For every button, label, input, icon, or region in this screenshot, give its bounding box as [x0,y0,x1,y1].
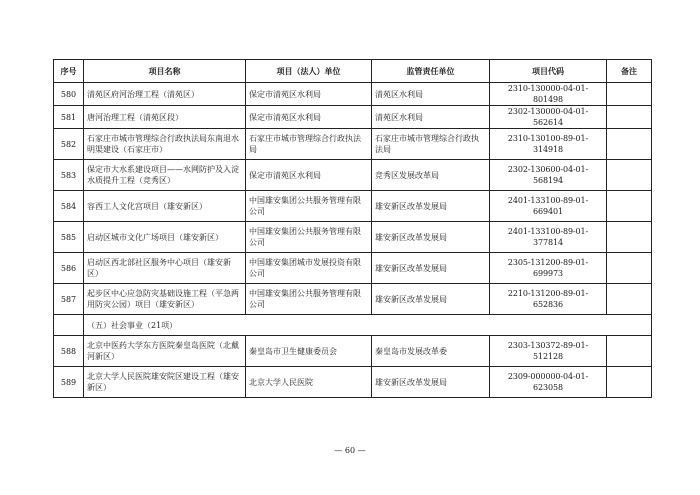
cell-unit: 石家庄市城市管理综合行政执法局 [246,129,372,160]
section-heading: （五）社会事业（21项） [84,315,652,336]
cell-supervisor: 雄安新区改革发展局 [372,284,490,315]
cell-code: 2310-130000-04-01-801498 [490,83,607,106]
table-row [54,253,652,284]
cell-note [607,129,652,160]
cell-name: 唐河治理工程（清苑区段） [84,106,246,129]
cell-note [607,336,652,367]
cell-unit: 中国雄安集团公共服务管理有限公司 [246,222,372,253]
cell-no: 589 [54,367,84,398]
table-row [54,191,652,222]
table-row [54,222,652,253]
table-row [54,106,652,129]
cell-supervisor: 雄安新区改革发展局 [372,222,490,253]
cell-code: 2305-131200-89-01-699973 [490,253,607,284]
section-blank [54,315,84,336]
cell-note [607,160,652,191]
cell-supervisor: 清苑区水利局 [372,83,490,106]
cell-note [607,367,652,398]
cell-unit: 北京大学人民医院 [246,367,372,398]
cell-unit: 中国雄安集团公共服务管理有限公司 [246,284,372,315]
cell-name: 清苑区府河治理工程（清苑区） [84,83,246,106]
header-note: 备注 [607,60,652,83]
section-row [54,315,652,336]
cell-name: 启动区西北部社区服务中心项目（雄安新区） [84,253,246,284]
cell-code: 2302-130600-04-01-568194 [490,160,607,191]
header-unit: 项目（法人）单位 [246,60,372,83]
cell-no: 583 [54,160,84,191]
cell-name: 石家庄市城市管理综合行政执法局东南退水明渠建设（石家庄市） [84,129,246,160]
cell-note [607,106,652,129]
cell-note [607,83,652,106]
cell-supervisor: 秦皇岛市发展改革委 [372,336,490,367]
cell-supervisor: 清苑区水利局 [372,106,490,129]
cell-name: 起步区中心应急防灾基础设施工程（平急两用防灾公园）项目（雄安新区） [84,284,246,315]
cell-name: 北京大学人民医院雄安院区建设工程（雄安新区） [84,367,246,398]
table-row [54,83,652,106]
header-name: 项目名称 [84,60,246,83]
cell-code: 2401-133100-89-01-377814 [490,222,607,253]
cell-code: 2210-131200-89-01-652836 [490,284,607,315]
table-header-row [54,60,652,83]
header-supervisor: 监管责任单位 [372,60,490,83]
cell-name: 启动区城市文化广场项目（雄安新区） [84,222,246,253]
cell-supervisor: 雄安新区改革发展局 [372,367,490,398]
cell-supervisor: 石家庄市城市管理综合行政执法局 [372,129,490,160]
page-number: — 60 — [334,446,366,455]
cell-unit: 保定市清苑区水利局 [246,106,372,129]
cell-name: 北京中医药大学东方医院秦皇岛医院（北戴河新区） [84,336,246,367]
table-row [54,367,652,398]
cell-code: 2303-130372-89-01-512128 [490,336,607,367]
table-row [54,129,652,160]
header-code: 项目代码 [490,60,607,83]
cell-no: 580 [54,83,84,106]
cell-note [607,284,652,315]
cell-no: 582 [54,129,84,160]
cell-unit: 保定市清苑区水利局 [246,160,372,191]
header-no: 序号 [54,60,84,83]
table-row [54,160,652,191]
cell-code: 2401-133100-89-01-669401 [490,191,607,222]
cell-name: 保定市大水系建设项目——水网防护及入淀水质提升工程（竞秀区） [84,160,246,191]
table-row [54,284,652,315]
project-table [53,59,652,398]
cell-no: 587 [54,284,84,315]
cell-supervisor: 雄安新区改革发展局 [372,191,490,222]
cell-supervisor: 雄安新区改革发展局 [372,253,490,284]
cell-no: 586 [54,253,84,284]
cell-code: 2309-000000-04-01-623058 [490,367,607,398]
cell-note [607,253,652,284]
cell-note [607,222,652,253]
cell-supervisor: 竞秀区发展改革局 [372,160,490,191]
cell-code: 2302-130000-04-01-562614 [490,106,607,129]
cell-unit: 中国雄安集团城市发展投资有限公司 [246,253,372,284]
cell-unit: 秦皇岛市卫生健康委员会 [246,336,372,367]
table-row [54,336,652,367]
cell-no: 588 [54,336,84,367]
cell-code: 2310-130100-89-01-314918 [490,129,607,160]
cell-unit: 中国雄安集团公共服务管理有限公司 [246,191,372,222]
cell-no: 584 [54,191,84,222]
cell-no: 585 [54,222,84,253]
cell-no: 581 [54,106,84,129]
cell-unit: 保定市清苑区水利局 [246,83,372,106]
cell-note [607,191,652,222]
cell-name: 容西工人文化宫项目（雄安新区） [84,191,246,222]
